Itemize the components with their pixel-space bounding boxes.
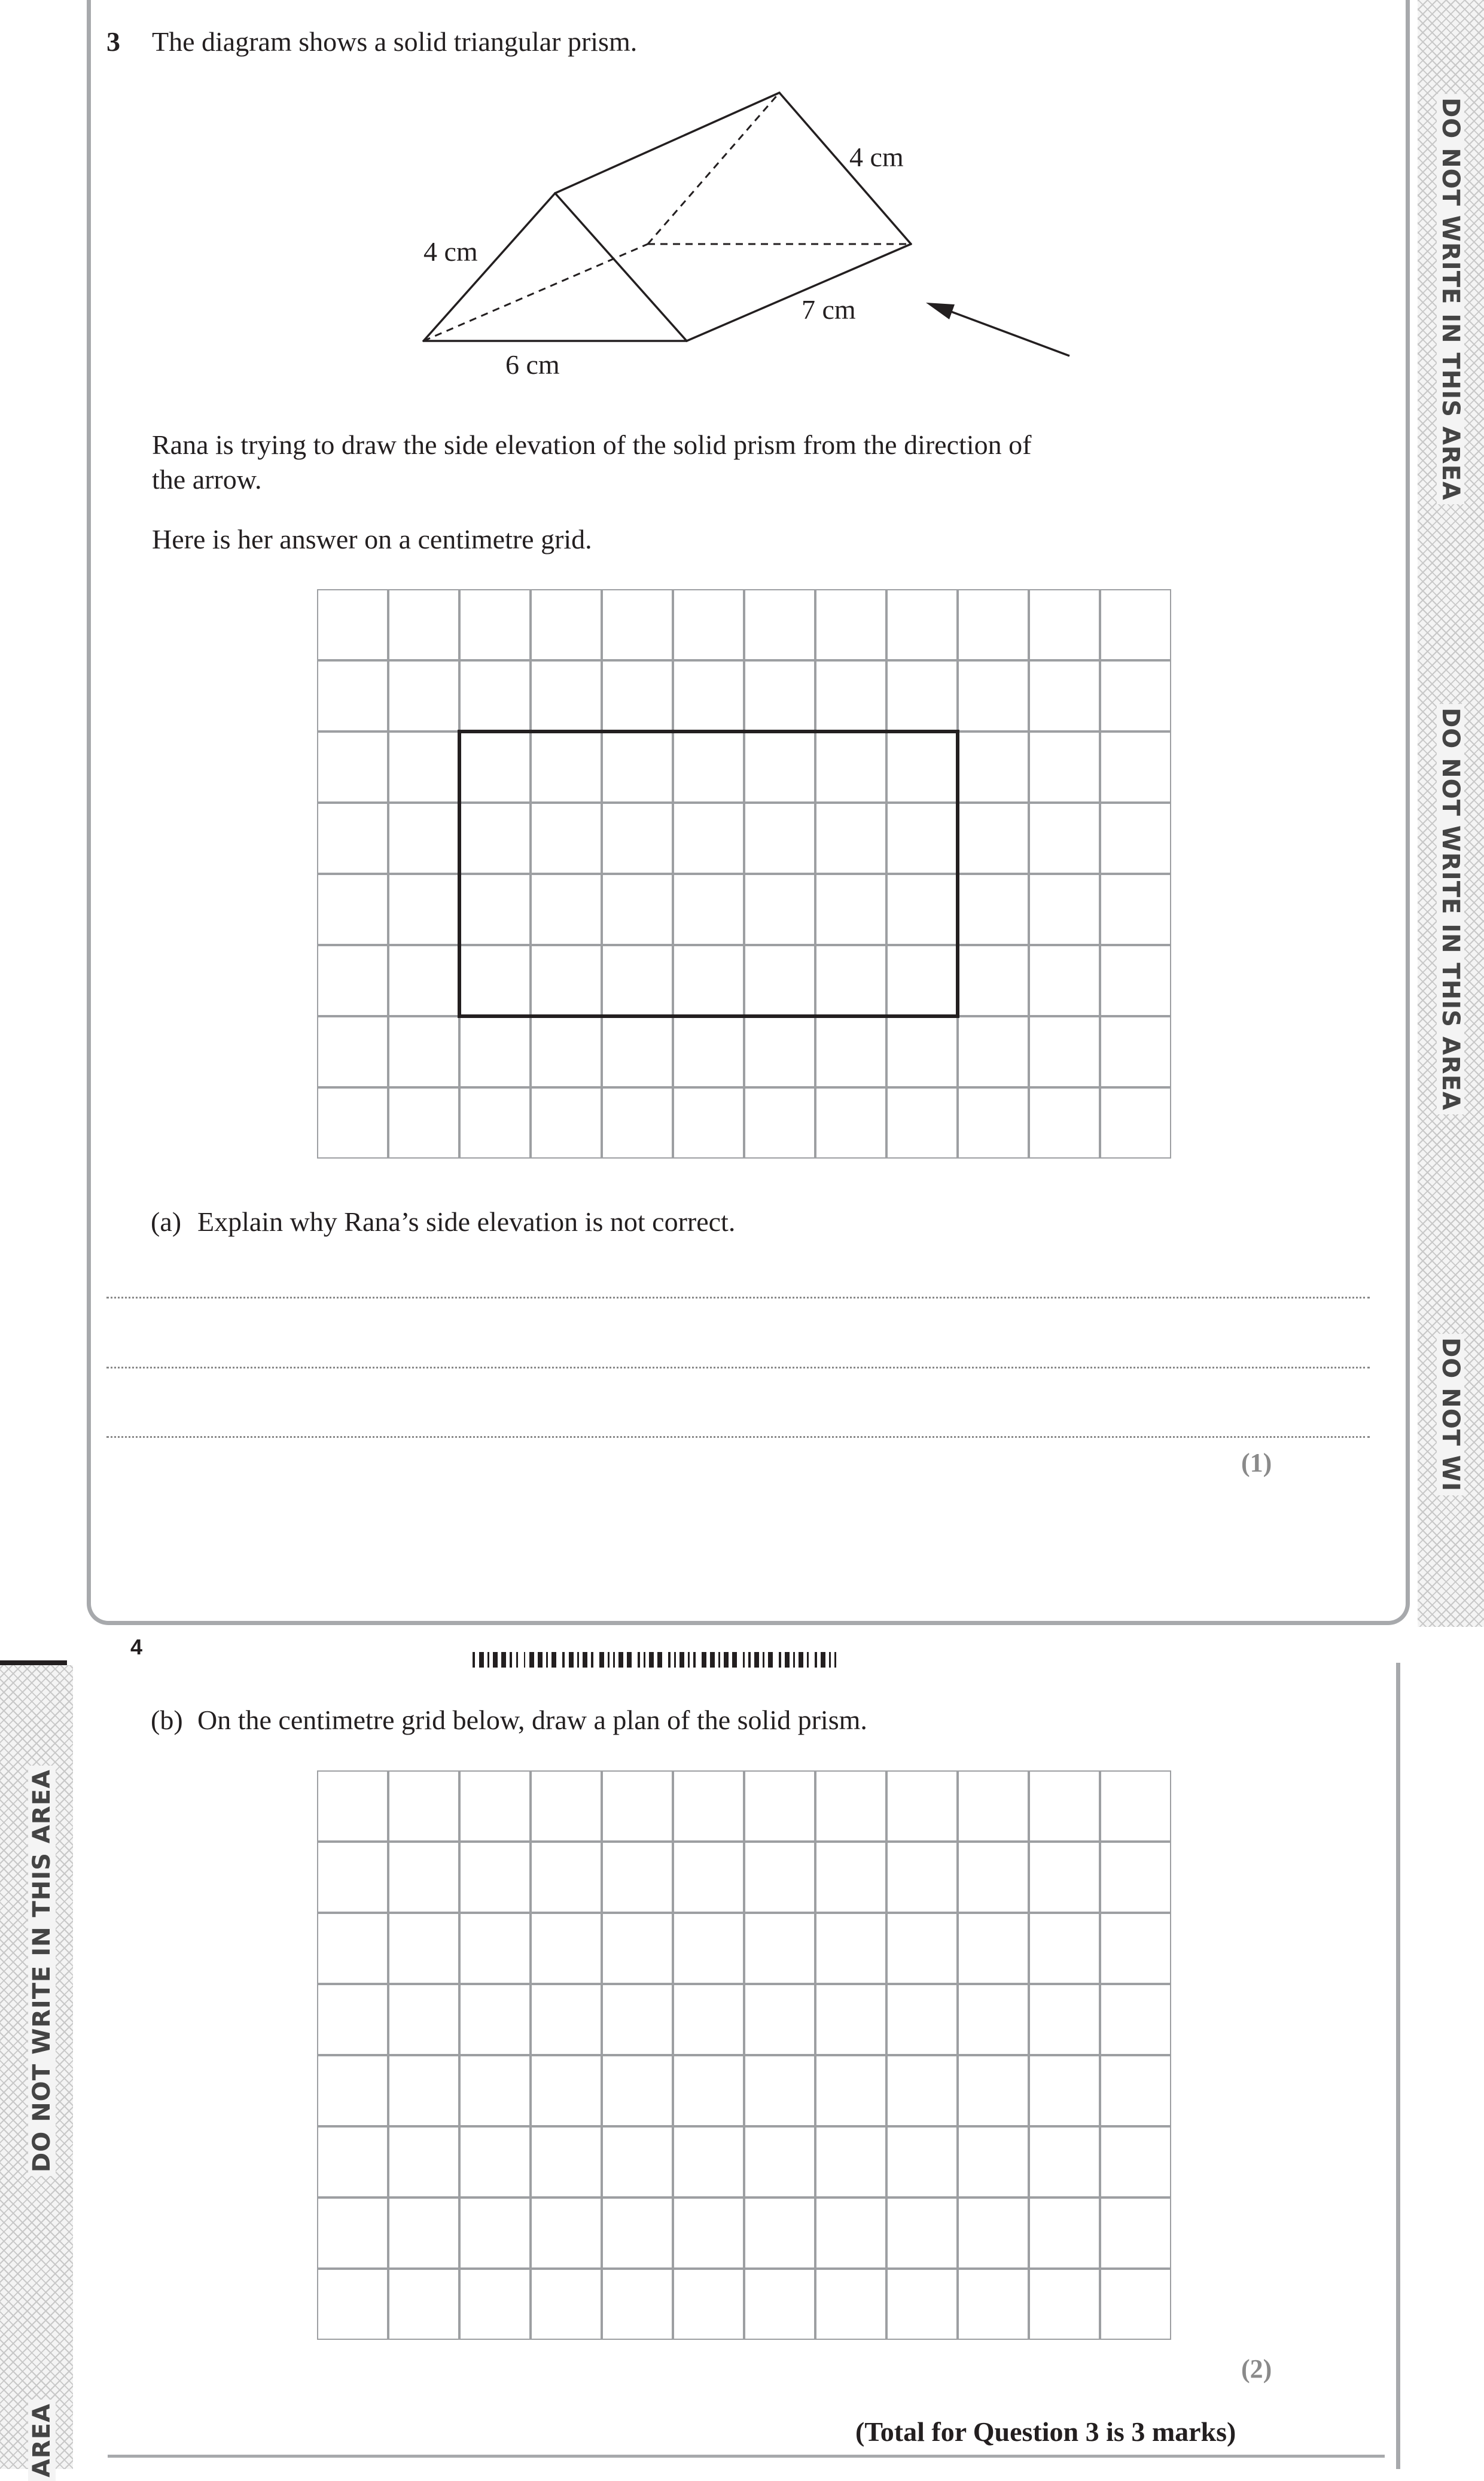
barcode-bar (591, 1652, 593, 1668)
answer-line-3[interactable] (106, 1436, 1370, 1438)
prism-edge (555, 93, 779, 193)
barcode-bar (644, 1652, 645, 1668)
barcode-bar (479, 1652, 484, 1668)
barcode-bar (493, 1652, 498, 1668)
barcode-bar (501, 1652, 506, 1668)
barcode-bar (679, 1652, 684, 1668)
label-top-right: 4 cm (849, 142, 904, 172)
barcode-bar (779, 1652, 781, 1668)
barcode-bar (657, 1652, 662, 1668)
barcode-bar (724, 1652, 729, 1668)
barcode-bar (599, 1652, 604, 1668)
barcode-bar (768, 1652, 773, 1668)
barcode-bar (799, 1652, 803, 1668)
barcode (473, 1652, 1017, 1668)
barcode-bar (807, 1652, 809, 1668)
barcode-bar (613, 1652, 615, 1668)
barcode-bar (524, 1652, 525, 1668)
part-b-label: (b) (151, 1705, 183, 1735)
barcode-bar (516, 1652, 518, 1668)
barcode-bar (688, 1652, 690, 1668)
barcode-bar (529, 1652, 534, 1668)
barcode-bar (710, 1652, 715, 1668)
barcode-bar (473, 1652, 475, 1668)
barcode-bar (815, 1652, 817, 1668)
page-frame-bottom-right (1396, 1663, 1400, 2469)
bottom-rule (108, 2455, 1385, 2458)
barcode-bar (577, 1652, 579, 1668)
barcode-bar (743, 1652, 745, 1668)
part-a-label: (a) (151, 1206, 182, 1237)
question-number: 3 (106, 26, 120, 57)
label-bottom: 6 cm (505, 349, 560, 380)
paragraph-line-1: Rana is trying to draw the side elevation of the solid prism from the direction of (152, 429, 1032, 460)
prism-edge (555, 193, 687, 341)
barcode-bar (608, 1652, 610, 1668)
barcode-bar (702, 1652, 706, 1668)
part-b-text: On the centimetre grid below, draw a plan of the solid prism. (197, 1705, 867, 1735)
hidden-edge (648, 93, 779, 244)
barcode-bar (487, 1652, 489, 1668)
barcode-bar (551, 1652, 556, 1668)
barcode-bar (649, 1652, 654, 1668)
paragraph-line-2: the arrow. (152, 464, 262, 495)
barcode-bar (569, 1652, 574, 1668)
barcode-bar (834, 1652, 836, 1668)
answer-line-2[interactable] (106, 1367, 1370, 1368)
label-left: 4 cm (423, 236, 478, 267)
margin-label-5: AREA (28, 2400, 56, 2481)
barcode-bar (754, 1652, 759, 1668)
margin-label-2: DO NOT WRITE IN THIS AREA (1437, 704, 1464, 1114)
prism-diagram (0, 0, 1484, 419)
barcode-bar (732, 1652, 737, 1668)
part-a-text: Explain why Rana’s side elevation is not correct. (197, 1206, 736, 1237)
prism-edge (423, 193, 555, 341)
barcode-bar (829, 1652, 831, 1668)
barcode-bar (583, 1652, 587, 1668)
barcode-bar (538, 1652, 543, 1668)
answer-line-1[interactable] (106, 1297, 1370, 1299)
part-b-marks: (2) (1241, 2354, 1272, 2384)
barcode-bar (638, 1652, 640, 1668)
barcode-bar (618, 1652, 623, 1668)
label-right: 7 cm (802, 294, 856, 325)
barcode-bar (562, 1652, 565, 1668)
barcode-bar (763, 1652, 764, 1668)
total-marks: (Total for Question 3 is 3 marks) (855, 2416, 1236, 2447)
page-number: 4 (130, 1635, 143, 1659)
margin-label-4: DO NOT WRITE IN THIS AREA (28, 1766, 56, 2176)
left-margin-top-rule (0, 1660, 67, 1665)
grid-a (317, 589, 1171, 1159)
barcode-bar (693, 1652, 696, 1668)
barcode-bar (793, 1652, 795, 1668)
grid-b[interactable] (317, 1770, 1171, 2340)
direction-arrow (926, 303, 1069, 356)
prism-edge (687, 244, 911, 341)
barcode-bar (510, 1652, 512, 1668)
barcode-bar (785, 1652, 790, 1668)
question-intro: The diagram shows a solid triangular prism. (152, 26, 638, 57)
margin-label-1: DO NOT WRITE IN THIS AREA (1437, 94, 1464, 504)
paragraph-grid-intro: Here is her answer on a centimetre grid. (152, 524, 592, 554)
margin-label-3: DO NOT WI (1437, 1334, 1464, 1495)
barcode-bar (627, 1652, 632, 1668)
barcode-bar (718, 1652, 720, 1668)
barcode-bar (668, 1652, 671, 1668)
barcode-bar (821, 1652, 825, 1668)
barcode-bar (674, 1652, 676, 1668)
barcode-bar (748, 1652, 751, 1668)
part-a-marks: (1) (1241, 1448, 1272, 1477)
barcode-bar (546, 1652, 548, 1668)
